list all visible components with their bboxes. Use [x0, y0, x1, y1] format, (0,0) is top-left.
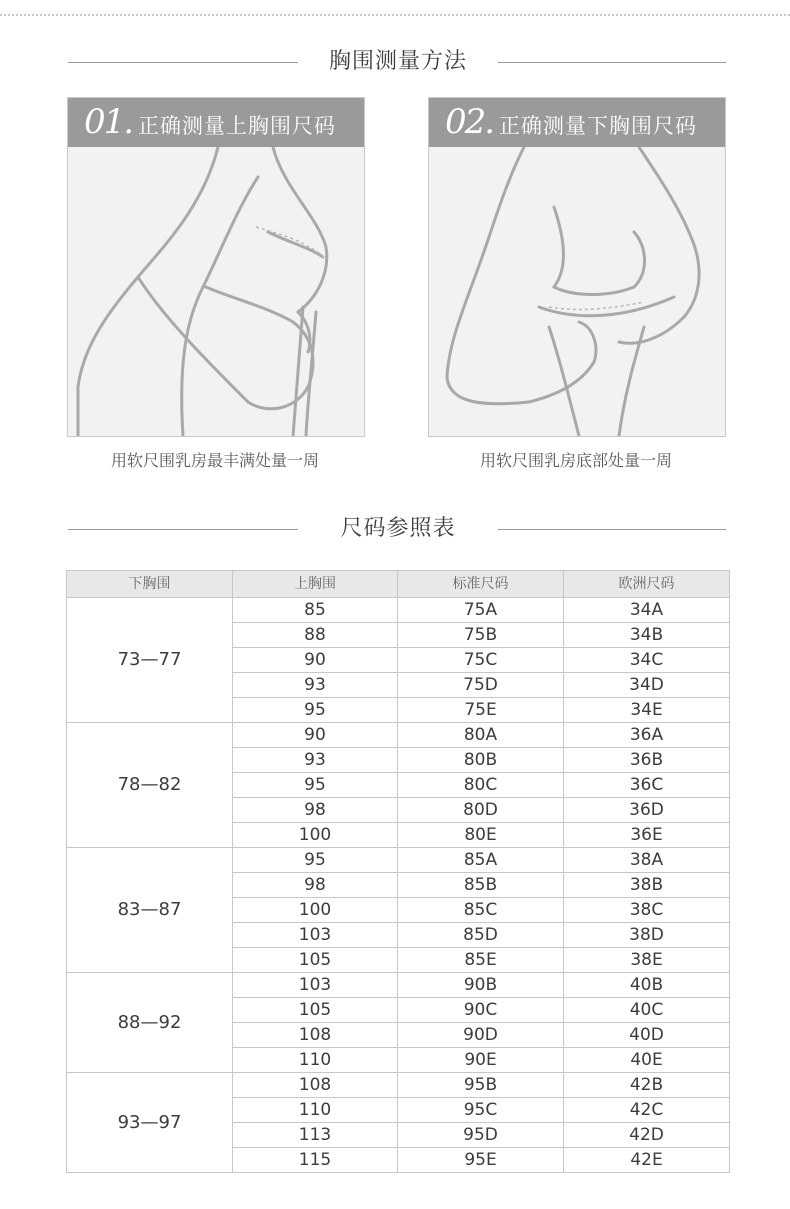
standard-size-cell: 95D — [398, 1123, 564, 1148]
european-size-cell: 40E — [564, 1048, 730, 1073]
under-bust-range-cell: 93—97 — [67, 1073, 233, 1173]
european-size-cell: 36C — [564, 773, 730, 798]
standard-size-cell: 80E — [398, 823, 564, 848]
step-banner — [68, 98, 364, 147]
divider-line — [68, 529, 298, 530]
upper-bust-illustration — [68, 147, 364, 436]
standard-size-cell: 95B — [398, 1073, 564, 1098]
standard-size-cell: 85C — [398, 898, 564, 923]
european-size-cell: 42C — [564, 1098, 730, 1123]
upper-bust-cell: 90 — [233, 723, 398, 748]
upper-bust-cell: 95 — [233, 773, 398, 798]
measure-section-title: 胸围测量方法 — [328, 49, 467, 74]
standard-size-cell: 90E — [398, 1048, 564, 1073]
european-size-cell: 34E — [564, 698, 730, 723]
table-row — [67, 1073, 730, 1098]
upper-bust-cell: 93 — [233, 673, 398, 698]
european-size-cell: 38E — [564, 948, 730, 973]
standard-size-cell: 85A — [398, 848, 564, 873]
european-size-cell: 38A — [564, 848, 730, 873]
size-chart-title: 尺码参照表 — [340, 516, 456, 541]
european-size-cell: 42E — [564, 1148, 730, 1173]
divider-line — [498, 529, 726, 530]
standard-size-cell: 90B — [398, 973, 564, 998]
upper-bust-caption: 用软尺围乳房最丰满处量一周 — [110, 451, 319, 470]
table-row — [67, 598, 730, 623]
upper-bust-cell: 110 — [233, 1098, 398, 1123]
european-size-cell: 34B — [564, 623, 730, 648]
table-row — [67, 848, 730, 873]
european-size-cell: 38B — [564, 873, 730, 898]
top-dotted-divider — [0, 14, 790, 16]
table-header-row — [67, 571, 730, 598]
upper-bust-cell: 98 — [233, 873, 398, 898]
european-size-cell: 40C — [564, 998, 730, 1023]
upper-bust-cell: 95 — [233, 698, 398, 723]
upper-bust-cell: 93 — [233, 748, 398, 773]
upper-bust-cell: 100 — [233, 898, 398, 923]
size-reference-table — [66, 570, 730, 1173]
upper-bust-cell: 100 — [233, 823, 398, 848]
upper-bust-cell: 88 — [233, 623, 398, 648]
standard-size-cell: 80C — [398, 773, 564, 798]
european-size-cell: 38D — [564, 923, 730, 948]
standard-size-cell: 85E — [398, 948, 564, 973]
european-size-cell: 42B — [564, 1073, 730, 1098]
european-size-cell: 36B — [564, 748, 730, 773]
under-bust-illustration — [429, 147, 725, 436]
upper-bust-cell: 110 — [233, 1048, 398, 1073]
step-label: 正确测量下胸围尺码 — [499, 114, 697, 138]
standard-size-cell: 95E — [398, 1148, 564, 1173]
under-bust-range-cell: 78—82 — [67, 723, 233, 848]
standard-size-cell: 75B — [398, 623, 564, 648]
european-size-cell: 36E — [564, 823, 730, 848]
european-size-cell: 34D — [564, 673, 730, 698]
divider-line — [498, 62, 726, 63]
under-bust-measure-card — [428, 97, 726, 437]
european-size-cell: 42D — [564, 1123, 730, 1148]
standard-size-cell: 85D — [398, 923, 564, 948]
upper-bust-cell: 98 — [233, 798, 398, 823]
standard-size-cell: 75C — [398, 648, 564, 673]
european-size-cell: 40D — [564, 1023, 730, 1048]
step-number: 01. — [84, 102, 133, 142]
upper-bust-cell: 113 — [233, 1123, 398, 1148]
standard-size-cell: 80D — [398, 798, 564, 823]
standard-size-cell: 80A — [398, 723, 564, 748]
upper-bust-cell: 105 — [233, 998, 398, 1023]
step-banner — [429, 98, 725, 147]
european-size-cell: 36A — [564, 723, 730, 748]
european-size-cell: 34A — [564, 598, 730, 623]
european-size-cell: 36D — [564, 798, 730, 823]
upper-bust-cell: 103 — [233, 973, 398, 998]
european-size-cell: 40B — [564, 973, 730, 998]
header-under-bust: 下胸围 — [67, 571, 233, 598]
table-row — [67, 723, 730, 748]
under-bust-range-cell: 83—87 — [67, 848, 233, 973]
standard-size-cell: 75D — [398, 673, 564, 698]
divider-line — [68, 62, 298, 63]
under-bust-caption: 用软尺围乳房底部处量一周 — [479, 451, 672, 470]
header-upper-bust: 上胸围 — [233, 571, 398, 598]
standard-size-cell: 90C — [398, 998, 564, 1023]
header-european-size: 欧洲尺码 — [564, 571, 730, 598]
size-chart-section-header — [0, 514, 790, 544]
european-size-cell: 38C — [564, 898, 730, 923]
step-label: 正确测量上胸围尺码 — [138, 114, 336, 138]
upper-bust-cell: 105 — [233, 948, 398, 973]
standard-size-cell: 75E — [398, 698, 564, 723]
standard-size-cell: 90D — [398, 1023, 564, 1048]
table-body — [67, 598, 730, 1173]
standard-size-cell: 75A — [398, 598, 564, 623]
table-row — [67, 973, 730, 998]
standard-size-cell: 80B — [398, 748, 564, 773]
step-number: 02. — [445, 102, 494, 142]
measure-section-header — [0, 47, 790, 77]
under-bust-range-cell: 73—77 — [67, 598, 233, 723]
upper-bust-cell: 108 — [233, 1073, 398, 1098]
upper-bust-cell: 103 — [233, 923, 398, 948]
upper-bust-cell: 85 — [233, 598, 398, 623]
standard-size-cell: 85B — [398, 873, 564, 898]
upper-bust-cell: 108 — [233, 1023, 398, 1048]
header-standard-size: 标准尺码 — [398, 571, 564, 598]
upper-bust-cell: 95 — [233, 848, 398, 873]
under-bust-range-cell: 88—92 — [67, 973, 233, 1073]
upper-bust-measure-card — [67, 97, 365, 437]
european-size-cell: 34C — [564, 648, 730, 673]
standard-size-cell: 95C — [398, 1098, 564, 1123]
upper-bust-cell: 90 — [233, 648, 398, 673]
upper-bust-cell: 115 — [233, 1148, 398, 1173]
